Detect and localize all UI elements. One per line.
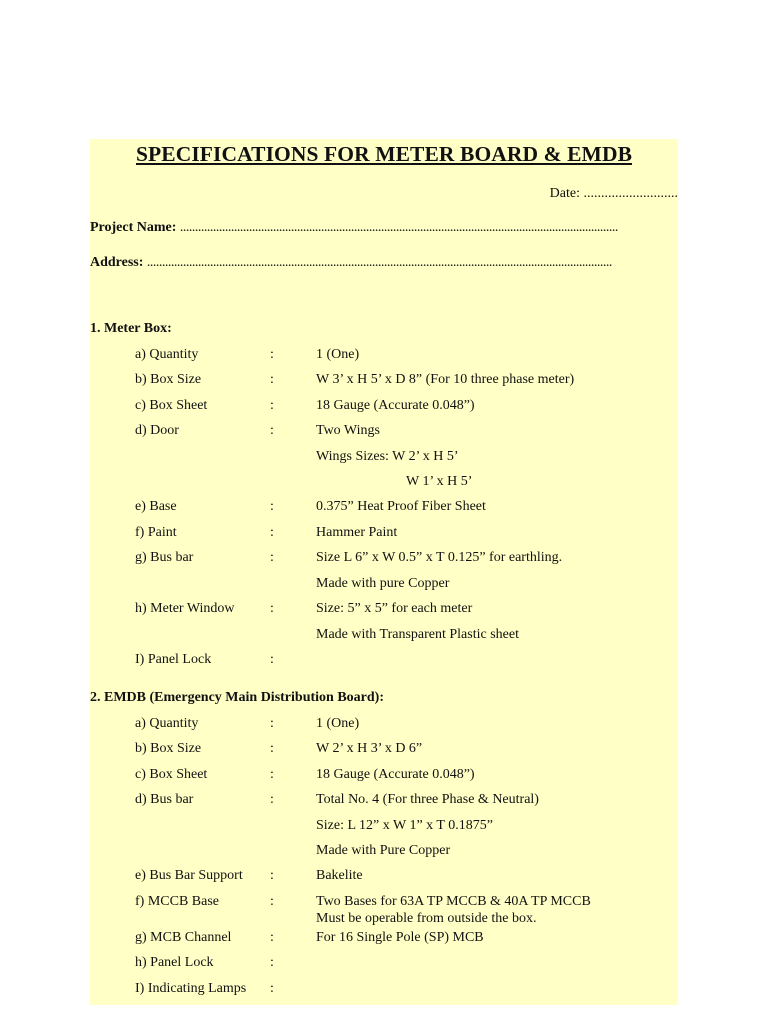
spec-row [0,767,768,787]
address-label: Address: [90,255,144,270]
spec-row [0,818,768,838]
spec-row [0,499,768,519]
spec-row [0,474,768,494]
spec-label: g) Bus bar [135,550,194,565]
spec-label: e) Base [135,499,177,514]
spec-label: a) Quantity [135,716,199,731]
spec-value: Two Wings [316,423,380,438]
spec-label: d) Bus bar [135,792,194,807]
spec-row [0,930,768,950]
spec-value: 0.375” Heat Proof Fiber Sheet [316,499,486,514]
spec-label: h) Panel Lock [135,955,214,970]
spec-value: 18 Gauge (Accurate 0.048”) [316,767,475,782]
spec-row [0,955,768,975]
spec-colon: : [270,981,274,996]
spec-value: 18 Gauge (Accurate 0.048”) [316,398,475,413]
project-name-field [90,220,650,236]
spec-row [0,398,768,418]
spec-row [0,911,768,931]
spec-value: W 2’ x H 3’ x D 6” [316,741,423,756]
spec-value: Must be operable from outside the box. [316,911,537,926]
address-blank: ........................................................................................................................................................... [146,255,612,270]
document-title: SPECIFICATIONS FOR METER BOARD & EMDB [135,142,633,166]
spec-row [0,627,768,647]
spec-colon: : [270,499,274,514]
spec-label: I) Indicating Lamps [135,981,247,996]
spec-colon: : [270,868,274,883]
spec-label: c) Box Sheet [135,767,208,782]
spec-value: Total No. 4 (For three Phase & Neutral) [316,792,539,807]
spec-row [0,525,768,545]
spec-colon: : [270,525,274,540]
spec-colon: : [270,423,274,438]
spec-label: h) Meter Window [135,601,235,616]
project-name-blank: .................................................................................................................................................. [179,220,618,235]
spec-value: Size: 5” x 5” for each meter [316,601,473,616]
spec-row [0,449,768,469]
spec-value: 1 (One) [316,716,360,731]
spec-value: W 1’ x H 5’ [406,474,473,489]
spec-value: Hammer Paint [316,525,398,540]
spec-colon: : [270,792,274,807]
spec-colon: : [270,601,274,616]
spec-label: I) Panel Lock [135,652,212,667]
date-field: Date: ........................... [549,186,678,201]
spec-value: Two Bases for 63A TP MCCB & 40A TP MCCB [316,894,591,909]
spec-colon: : [270,767,274,782]
spec-colon: : [270,372,274,387]
spec-row [0,868,768,888]
spec-label: c) Box Sheet [135,398,208,413]
spec-row [0,716,768,736]
spec-row [0,792,768,812]
spec-row [0,347,768,367]
spec-label: f) Paint [135,525,177,540]
section-emdb-heading: 2. EMDB (Emergency Main Distribution Board): [90,690,384,705]
spec-colon: : [270,347,274,362]
spec-colon: : [270,652,274,667]
spec-value: W 3’ x H 5’ x D 8” (For 10 three phase meter) [316,372,575,387]
spec-value: Made with Pure Copper [316,843,451,858]
spec-value: Size: L 12” x W 1” x T 0.1875” [316,818,493,833]
spec-row [0,423,768,443]
spec-row [0,981,768,1001]
spec-row [0,372,768,392]
spec-label: e) Bus Bar Support [135,868,243,883]
spec-row [0,550,768,570]
spec-colon: : [270,955,274,970]
spec-value: Made with Transparent Plastic sheet [316,627,519,642]
spec-row [0,843,768,863]
project-name-label: Project Name: [90,220,177,235]
spec-colon: : [270,930,274,945]
spec-colon: : [270,894,274,909]
spec-row [0,601,768,621]
spec-row [0,576,768,596]
spec-label: a) Quantity [135,347,199,362]
spec-colon: : [270,741,274,756]
spec-value: Size L 6” x W 0.5” x T 0.125” for earthling. [316,550,563,565]
spec-label: g) MCB Channel [135,930,232,945]
spec-label: f) MCCB Base [135,894,219,909]
spec-colon: : [270,398,274,413]
spec-row [0,741,768,761]
spec-value: Made with pure Copper [316,576,450,591]
spec-value: 1 (One) [316,347,360,362]
spec-colon: : [270,550,274,565]
spec-value: Wings Sizes: W 2’ x H 5’ [316,449,459,464]
address-field [90,255,650,271]
spec-value: For 16 Single Pole (SP) MCB [316,930,484,945]
spec-row [0,652,768,672]
spec-label: b) Box Size [135,372,202,387]
spec-colon: : [270,716,274,731]
spec-label: b) Box Size [135,741,202,756]
spec-value: Bakelite [316,868,363,883]
section-meter-box-heading: 1. Meter Box: [90,321,172,336]
spec-label: d) Door [135,423,179,438]
